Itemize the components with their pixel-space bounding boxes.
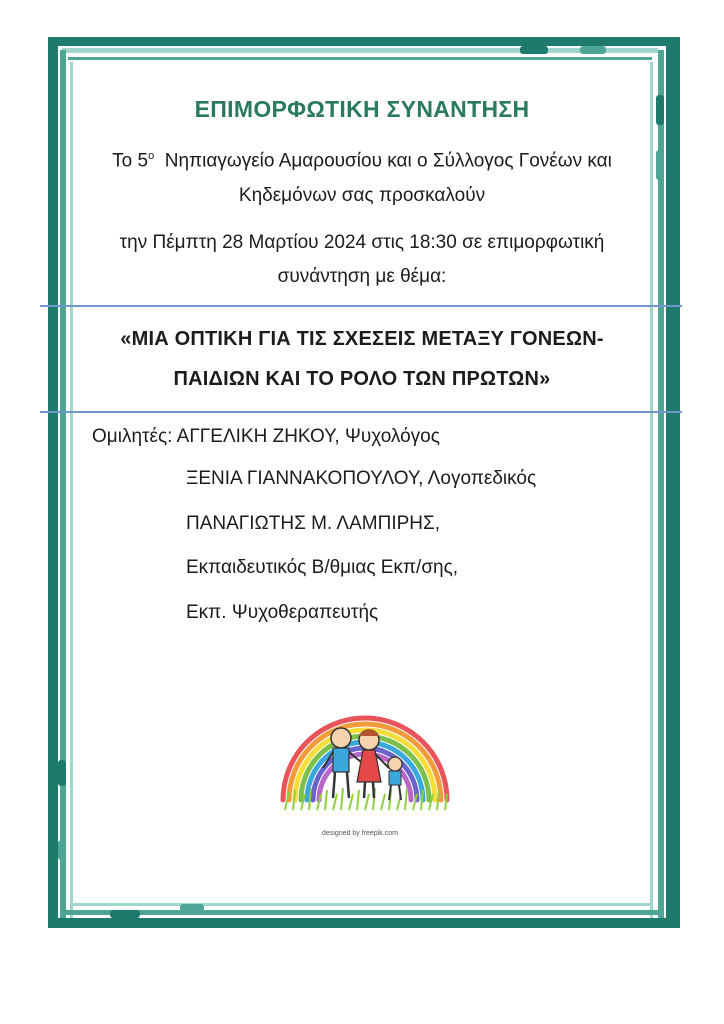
- intro-line-2: Κηδεμόνων σας προσκαλούν: [238, 185, 486, 206]
- intro-text: Νηπιαγωγείο Αμαρουσίου και ο Σύλλογος Γονέων και: [164, 150, 612, 172]
- topic-line-1: «ΜΙΑ ΟΠΤΙΚΗ ΓΙΑ ΤΙΣ ΣΧΕΣΕΙΣ ΜΕΤΑΞΥ ΓΟΝΕΩΝ-: [120, 328, 604, 350]
- speaker-1: ΑΓΓΕΛΙΚΗ ΖΗΚΟΥ, Ψυχολόγος: [176, 426, 440, 447]
- speakers-line-1: [92, 426, 440, 448]
- illustration-credit: designed by freepik.com: [322, 830, 398, 837]
- intro-ordinal: Το 5: [112, 150, 149, 172]
- topic-line-2: ΠΑΙΔΙΩΝ ΚΑΙ ΤΟ ΡΟΛΟ ΤΩΝ ΠΡΩΤΩΝ»: [173, 368, 551, 390]
- family-rainbow-illustration: [275, 660, 455, 820]
- date-line-1: την Πέμπτη 28 Μαρτίου 2024 στις 18:30 σε επιμορφωτική: [119, 232, 605, 253]
- date-line-2: συνάντηση με θέμα:: [277, 266, 447, 287]
- page-title: ΕΠΙΜΟΡΦΩΤΙΚΗ ΣΥΝΑΝΤΗΣΗ: [194, 96, 530, 122]
- speaker-3-role-2: Εκπ. Ψυχοθεραπευτής: [186, 602, 379, 623]
- intro-line-1: [40, 150, 684, 173]
- speakers-label: Ομιλητές:: [92, 426, 173, 447]
- topic-top-rule: [40, 305, 682, 307]
- ordinal-suffix: ο: [148, 150, 155, 162]
- speaker-2: ΞΕΝΙΑ ΓΙΑΝΝΑΚΟΠΟΥΛΟΥ, Λογοπεδικός: [186, 468, 537, 489]
- speaker-3-name: ΠΑΝΑΓΙΩΤΗΣ Μ. ΛΑΜΠΙΡΗΣ,: [186, 513, 441, 534]
- child-figure: [388, 757, 402, 800]
- topic-bottom-rule: [40, 411, 682, 413]
- speaker-3-role-1: Εκπαιδευτικός Β/θμιας Εκπ/σης,: [186, 557, 459, 578]
